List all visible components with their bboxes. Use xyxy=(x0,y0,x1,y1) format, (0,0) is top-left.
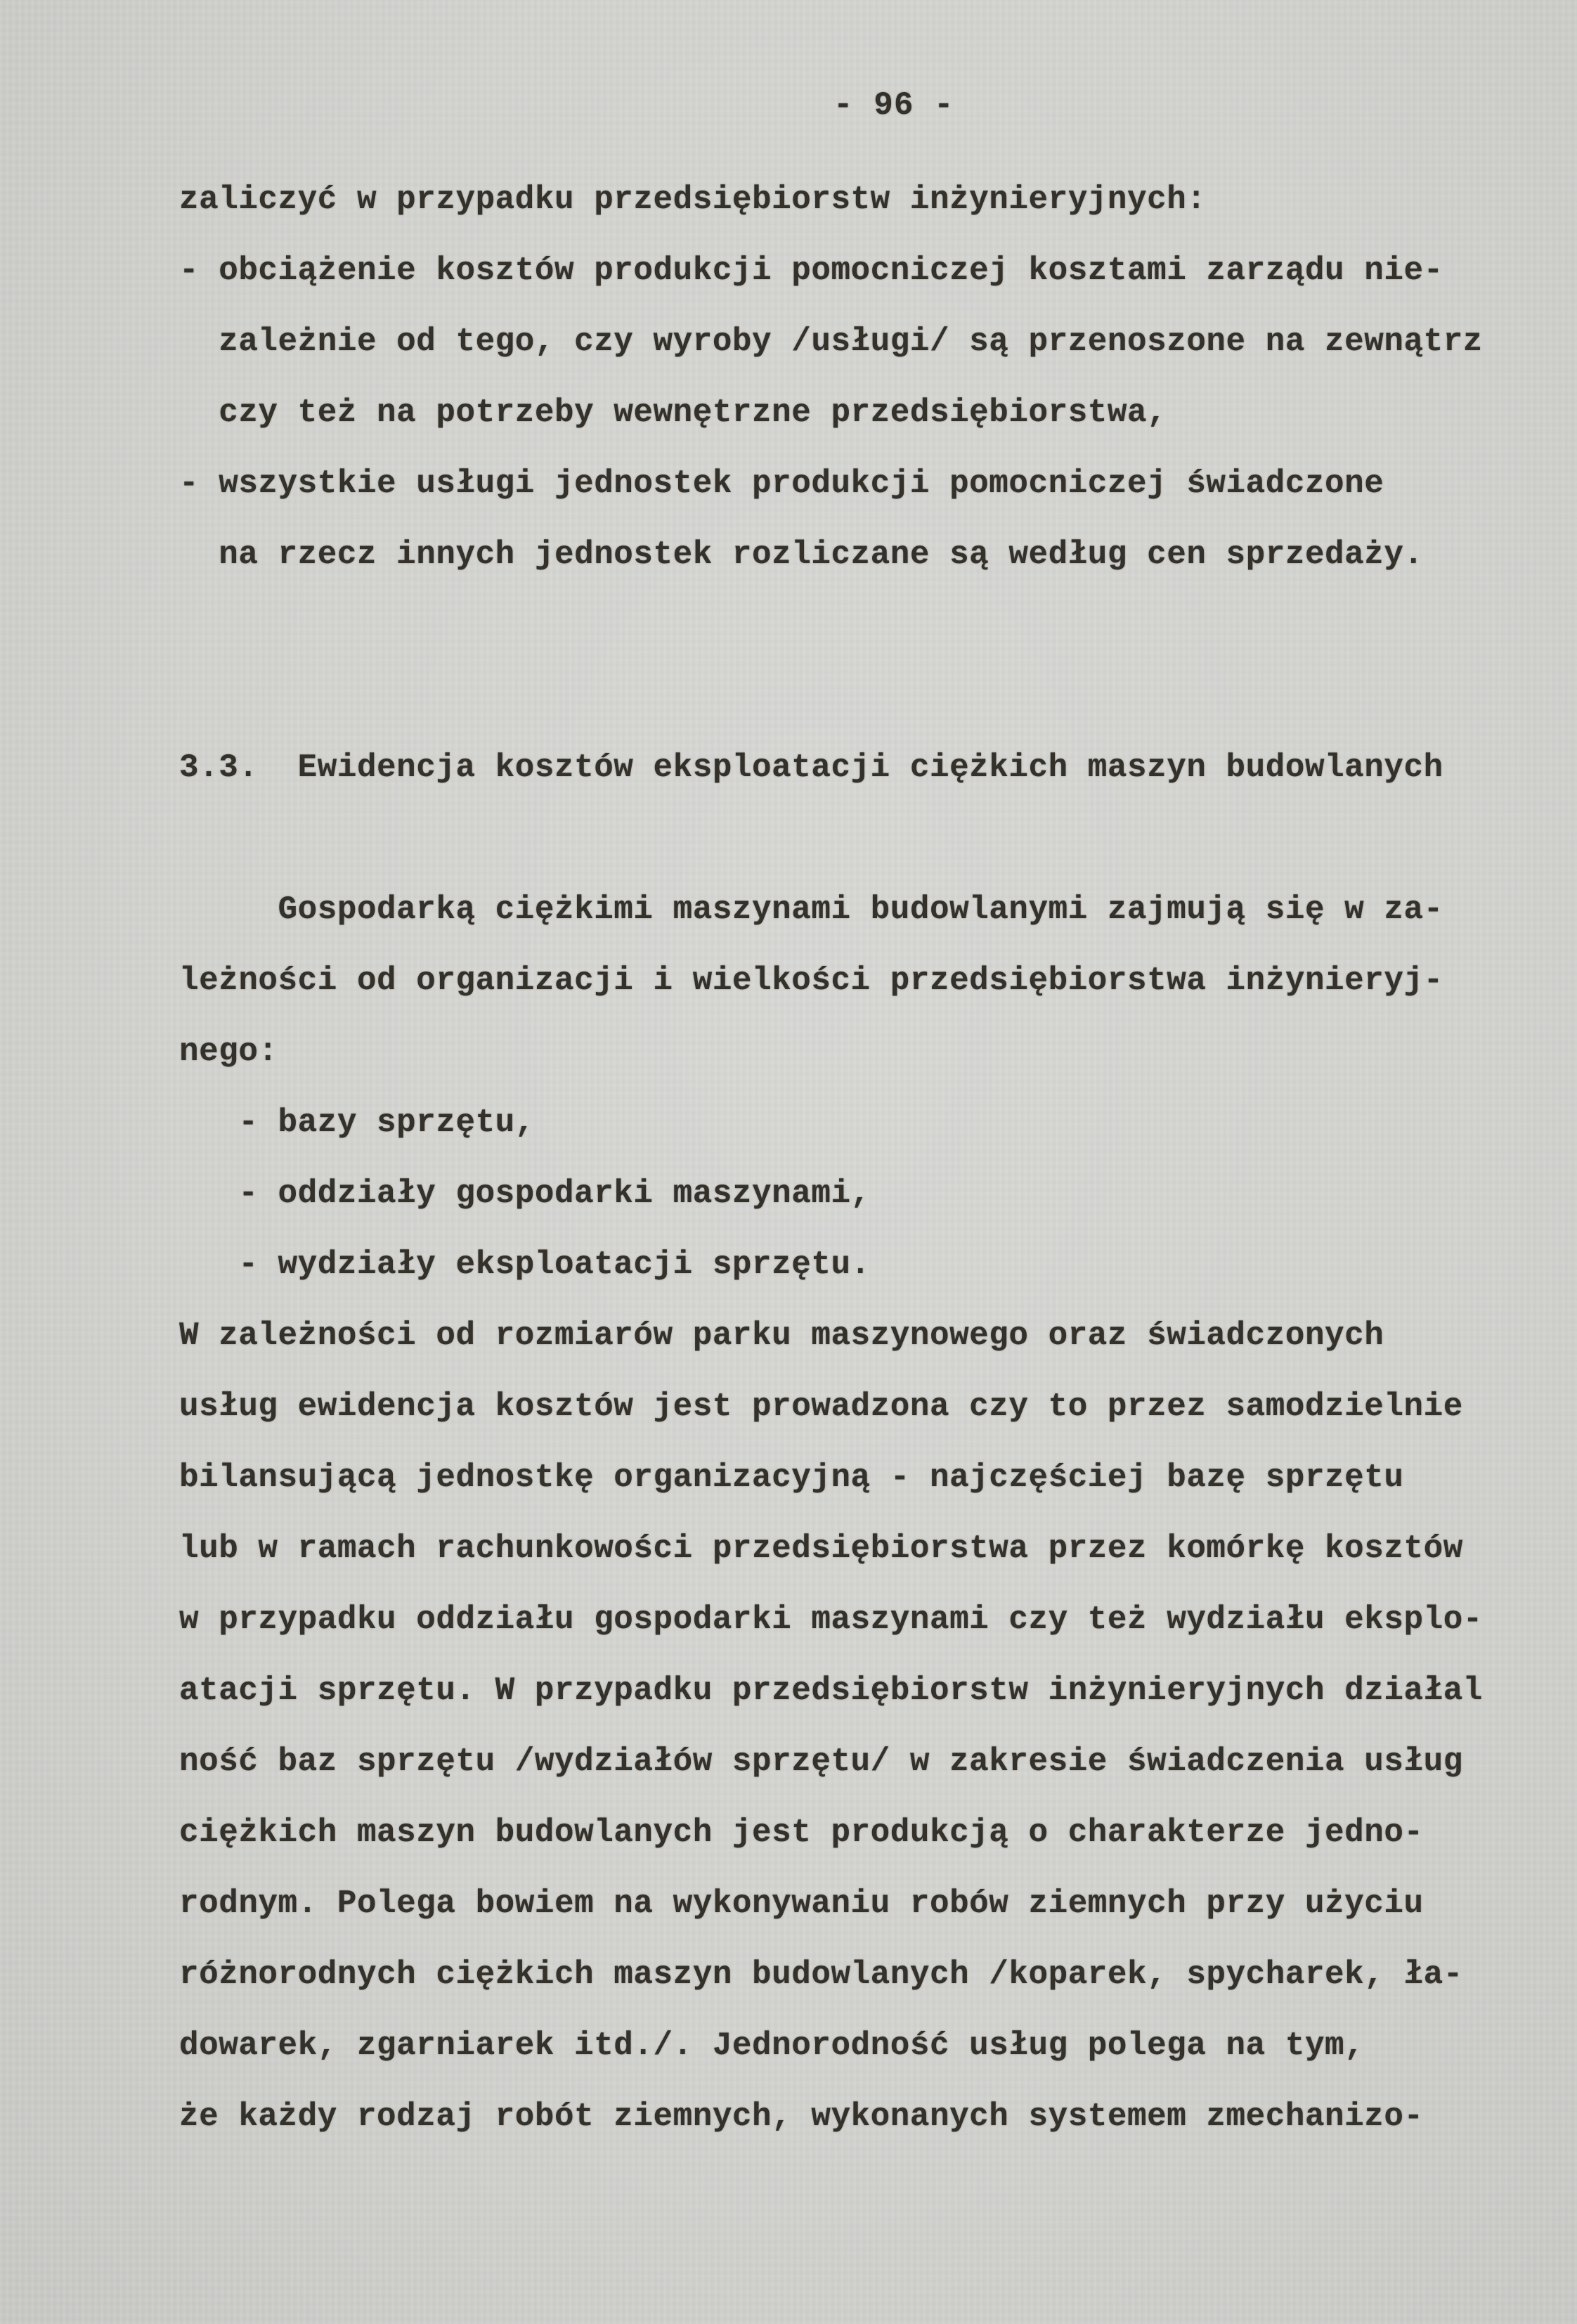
text-line: Gospodarką ciężkimi maszynami budowlanymi zajmują się w za- xyxy=(179,891,1443,928)
text-line: ność baz sprzętu /wydziałów sprzętu/ w zakresie świadczenia usług xyxy=(179,1743,1463,1780)
text-line: W zależności od rozmiarów parku maszynowego oraz świadczonych xyxy=(179,1317,1384,1354)
text-line: dowarek, zgarniarek itd./. Jednorodność usług polega na tym, xyxy=(179,2027,1365,2064)
text-line: bilansującą jednostkę organizacyjną - najczęściej bazę sprzętu xyxy=(179,1459,1404,1496)
text-line: na rzecz innych jednostek rozliczane są według cen sprzedaży. xyxy=(179,536,1424,573)
text-line: atacji sprzętu. W przypadku przedsiębiorstw inżynieryjnych działal xyxy=(179,1672,1483,1709)
text-line xyxy=(179,590,1535,661)
text-line xyxy=(179,661,1535,732)
typewritten-text-block xyxy=(179,164,1535,2152)
text-line: w przypadku oddziału gospodarki maszynami czy też wydziału eksplo- xyxy=(179,1601,1483,1638)
text-line: usług ewidencja kosztów jest prowadzona czy to przez samodzielnie xyxy=(179,1388,1463,1425)
text-line: że każdy rodzaj robót ziemnych, wykonanych systemem zmechanizo- xyxy=(179,2098,1424,2135)
text-line: - obciążenie kosztów produkcji pomocniczej kosztami zarządu nie- xyxy=(179,252,1443,289)
text-line: - bazy sprzętu, xyxy=(179,1104,535,1141)
text-line: zaliczyć w przypadku przedsiębiorstw inżynieryjnych: xyxy=(179,181,1207,218)
text-line: zależnie od tego, czy wyroby /usługi/ są przenoszone na zewnątrz xyxy=(179,323,1483,360)
text-line: rodnym. Polega bowiem na wykonywaniu robów ziemnych przy użyciu xyxy=(179,1885,1424,1922)
text-line: - oddziały gospodarki maszynami, xyxy=(179,1175,871,1212)
page-number: - 96 - xyxy=(833,87,954,124)
text-line: - wszystkie usługi jednostek produkcji pomocniczej świadczone xyxy=(179,465,1384,502)
text-line: różnorodnych ciężkich maszyn budowlanych /koparek, spycharek, ła- xyxy=(179,1956,1463,1993)
text-line: leżności od organizacji i wielkości przedsiębiorstwa inżynieryj- xyxy=(179,962,1443,999)
text-line: czy też na potrzeby wewnętrzne przedsiębiorstwa, xyxy=(179,394,1167,431)
text-line: nego: xyxy=(179,1033,278,1070)
text-line: - wydziały eksploatacji sprzętu. xyxy=(179,1246,871,1283)
text-line: ciężkich maszyn budowlanych jest produkcją o charakterze jedno- xyxy=(179,1814,1424,1851)
section-heading: 3.3. Ewidencja kosztów eksploatacji ciężkich maszyn budowlanych xyxy=(179,749,1443,786)
text-line xyxy=(179,803,1535,874)
text-line: lub w ramach rachunkowości przedsiębiorstwa przez komórkę kosztów xyxy=(179,1530,1463,1567)
